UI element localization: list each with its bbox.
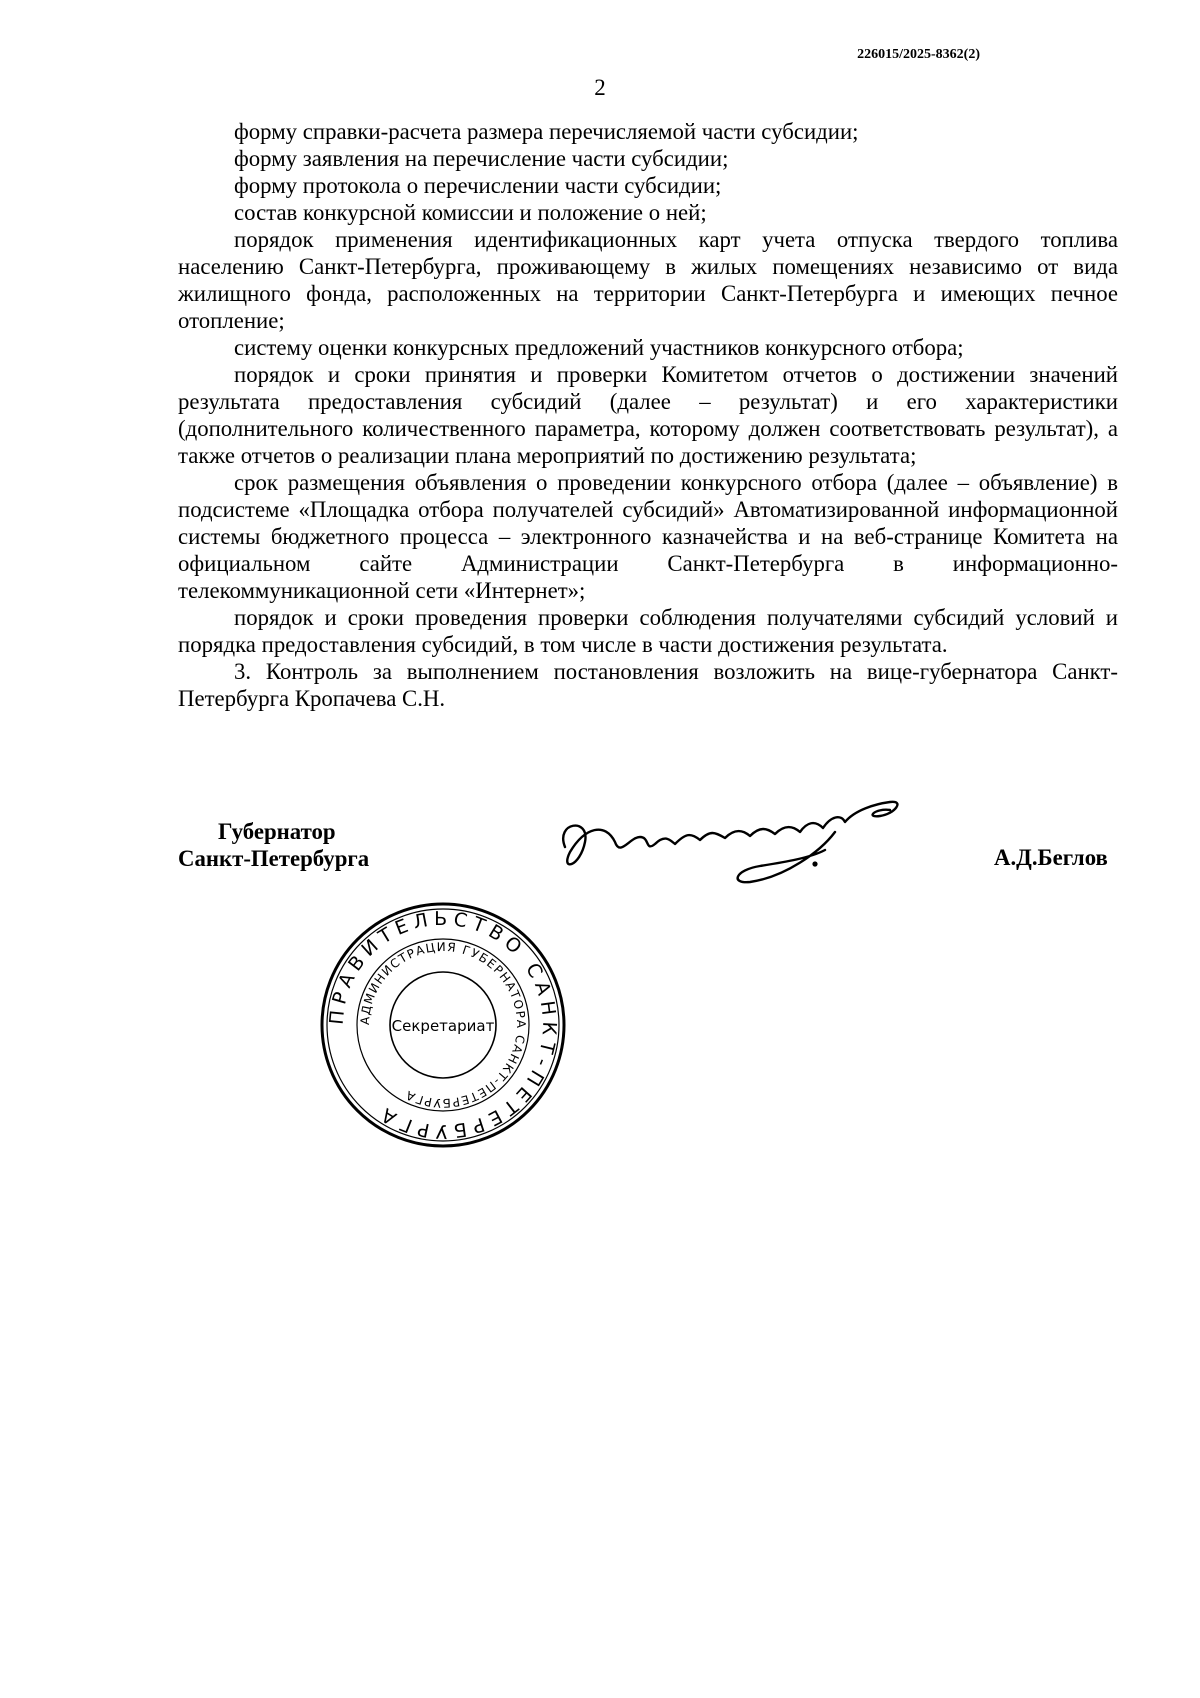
paragraph: форму протокола о перечислении части субсидии; bbox=[234, 173, 722, 198]
seal-center-text: Секретариат bbox=[391, 1017, 495, 1035]
paragraph: порядок и сроки проведения проверки соблюдения получателями субсидий условий и порядка предоставления субсидий, в том числе в части достижения результата. bbox=[178, 605, 1118, 657]
paragraph: порядок применения идентификационных карт учета отпуска твердого топлива населению Санкт-Петербурга, проживающему в жилых помещениях независимо от вида жилищного фонда, расположенных на территории Санкт-Петербурга и имеющих печное отопление; bbox=[178, 227, 1118, 333]
handwritten-signature bbox=[545, 782, 945, 902]
paragraph: систему оценки конкурсных предложений участников конкурсного отбора; bbox=[234, 335, 964, 360]
page-number: 2 bbox=[594, 75, 606, 100]
document-body bbox=[178, 118, 1118, 712]
signatory-name: А.Д.Беглов bbox=[994, 845, 1108, 870]
official-seal bbox=[318, 900, 568, 1150]
paragraph: порядок и сроки принятия и проверки Комитетом отчетов о достижении значений результата предоставления субсидий (далее – результат) и его характеристики (дополнительного количественного параметра, которому должен соответствовать результат), а также отчетов о реализации плана мероприятий по достижению результата; bbox=[178, 362, 1118, 468]
paragraph: состав конкурсной комиссии и положение о ней; bbox=[234, 200, 707, 225]
signatory-title-line2: Санкт-Петербурга bbox=[178, 846, 370, 871]
paragraph: форму справки-расчета размера перечисляемой части субсидии; bbox=[234, 119, 859, 144]
seal-inner-text: АДМИНИСТРАЦИЯ ГУБЕРНАТОРА САНКТ-ПЕТЕРБУРГА bbox=[357, 939, 529, 1111]
paragraph-control-clause: 3. Контроль за выполнением постановления возложить на вице-губернатора Санкт-Петербурга Кропачева С.Н. bbox=[178, 659, 1118, 711]
document-number: 226015/2025-8362(2) bbox=[857, 47, 980, 62]
signatory-title-line1: Губернатор bbox=[218, 819, 336, 844]
seal-outer-text: ПРАВИТЕЛЬСТВО САНКТ-ПЕТЕРБУРГА bbox=[325, 907, 561, 1143]
paragraph: форму заявления на перечисление части субсидии; bbox=[234, 146, 729, 171]
signatory-title bbox=[178, 818, 369, 872]
paragraph: срок размещения объявления о проведении конкурсного отбора (далее – объявление) в подсистеме «Площадка отбора получателей субсидий» Автоматизированной информационной системы бюджетного процесса – электронного казначейства и на веб-странице Комитета на официальном сайте Администрации Санкт-Петербурга в информационно-телекоммуникационной сети «Интернет»; bbox=[178, 470, 1118, 603]
